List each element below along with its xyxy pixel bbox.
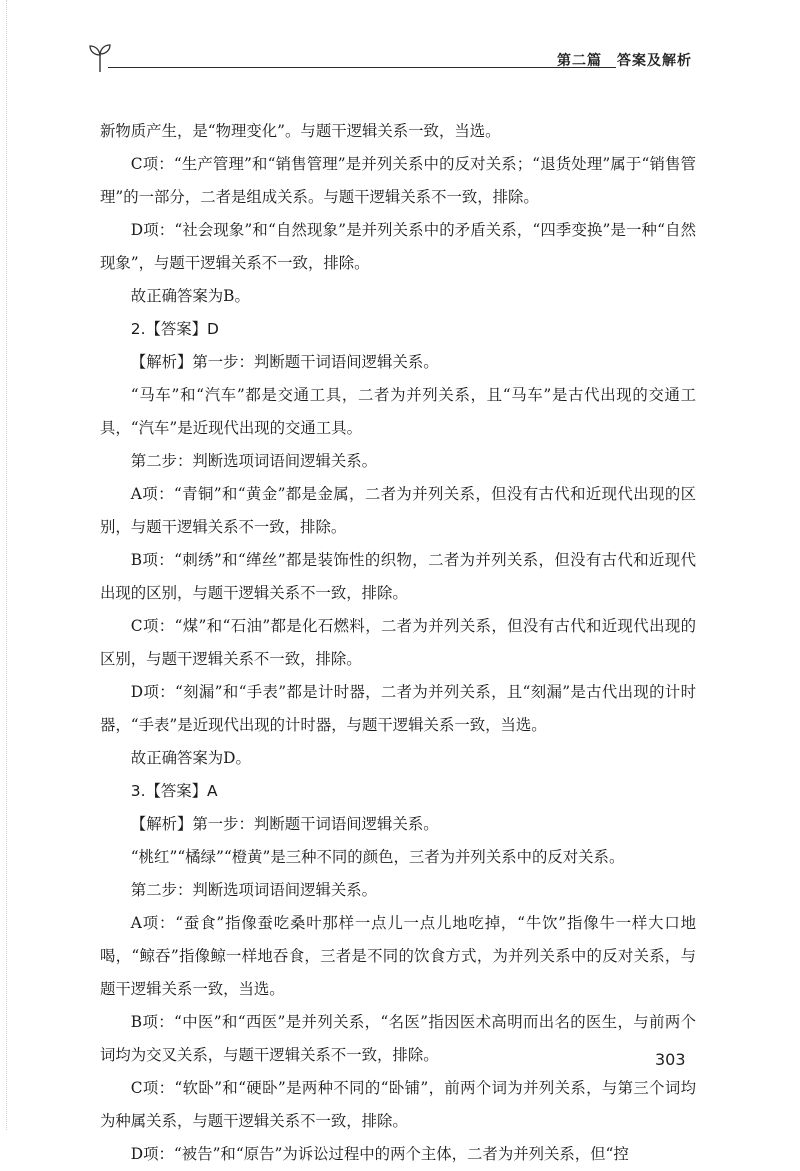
- paragraph: 新物质产生，是“物理变化”。与题干逻辑关系一致，当选。: [100, 122, 501, 140]
- page-number: 303: [655, 1050, 686, 1069]
- analysis-step: 【解析】第一步：判断题干词语间逻辑关系。: [130, 815, 439, 833]
- binding-edge: [6, 0, 9, 1130]
- option-d: D项：“刻漏”和“手表”都是计时器，二者为并列关系，且“刻漏”是古代出现的计时器，“手表”是近现代出现的计时器，与题干逻辑关系一致，当选。: [100, 683, 696, 734]
- analysis-step: 第二步：判断选项词语间逻辑关系。: [130, 452, 378, 470]
- header-rule: [108, 67, 616, 68]
- option-c: C项：“煤”和“石油”都是化石燃料，二者为并列关系，但没有古代和近现代出现的区别，与题干逻辑关系不一致，排除。: [100, 617, 696, 668]
- paragraph: “桃红”“橘绿”“橙黄”是三种不同的颜色，三者为并列关系中的反对关系。: [130, 848, 625, 866]
- option-b: B项：“刺绣”和“缂丝”都是装饰性的织物，二者为并列关系，但没有古代和近现代出现的区别，与题干逻辑关系不一致，排除。: [100, 551, 696, 602]
- conclusion: 故正确答案为D。: [130, 749, 251, 767]
- answer-body: [100, 115, 696, 1171]
- paragraph: “马车”和“汽车”都是交通工具，二者为并列关系，且“马车”是古代出现的交通工具，“汽车”是近现代出现的交通工具。: [100, 386, 696, 437]
- option-d: D项：“被告”和“原告”为诉讼过程中的两个主体，二者为并列关系，但“控: [130, 1145, 629, 1163]
- analysis-step: 【解析】第一步：判断题干词语间逻辑关系。: [130, 353, 439, 371]
- option-a: A项：“青铜”和“黄金”都是金属，二者为并列关系，但没有古代和近现代出现的区别，与题干逻辑关系不一致，排除。: [100, 485, 696, 536]
- conclusion: 故正确答案为B。: [130, 287, 250, 305]
- paragraph: C项：“生产管理”和“销售管理”是并列关系中的反对关系；“退货处理”属于“销售管理”的一部分，二者是组成关系。与题干逻辑关系不一致，排除。: [100, 155, 696, 206]
- option-a: A项：“蚕食”指像蚕吃桑叶那样一点儿一点儿地吃掉，“牛饮”指像牛一样大口地喝，“鲸吞”指像鲸一样地吞食，三者是不同的饮食方式，为并列关系中的反对关系，与题干逻辑关系一致，当选。: [100, 914, 696, 998]
- section-title: 第二篇 答案及解析: [557, 53, 692, 69]
- option-b: B项：“中医”和“西医”是并列关系，“名医”指因医术高明而出名的医生，与前两个词均为交叉关系，与题干逻辑关系不一致，排除。: [100, 1013, 696, 1064]
- sprout-icon: [88, 38, 112, 74]
- answer-heading: 3.【答案】A: [130, 782, 218, 800]
- paragraph: D项：“社会现象”和“自然现象”是并列关系中的矛盾关系，“四季变换”是一种“自然现象”，与题干逻辑关系不一致，排除。: [100, 221, 696, 272]
- answer-heading: 2.【答案】D: [130, 320, 219, 338]
- page-header: [88, 36, 700, 76]
- option-c: C项：“软卧”和“硬卧”是两种不同的“卧铺”，前两个词为并列关系，与第三个词均为种属关系，与题干逻辑关系不一致，排除。: [100, 1079, 696, 1130]
- analysis-step: 第二步：判断选项词语间逻辑关系。: [130, 881, 378, 899]
